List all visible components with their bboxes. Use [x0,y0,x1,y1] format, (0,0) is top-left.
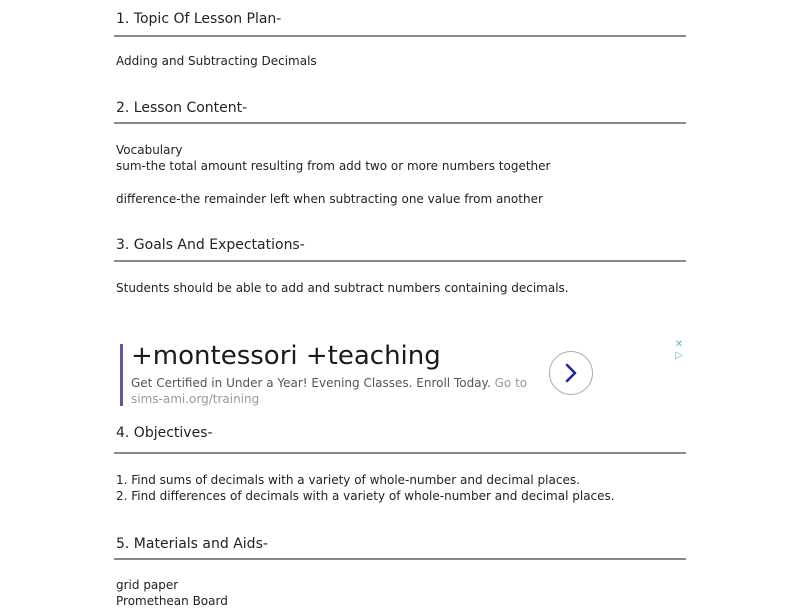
ad-description[interactable] [131,375,541,407]
ad-title-link[interactable]: +montessori +teaching [131,341,441,371]
material-item-grid-paper: grid paper [116,578,179,592]
vocabulary-label: Vocabulary [116,143,183,157]
heading-divider [114,260,686,262]
ad-open-button[interactable] [549,351,593,395]
chevron-right-icon [561,362,581,384]
section-heading-topic [114,11,686,27]
heading-text: 2. Lesson Content- [116,100,248,116]
heading-divider [114,122,686,124]
material-item-promethean-board: Promethean Board [116,594,228,608]
heading-text: 3. Goals And Expectations- [116,237,305,253]
heading-divider [114,452,686,454]
vocab-sum-definition: sum-the total amount resulting from add two or more numbers together [116,159,551,173]
heading-text: 5. Materials and Aids- [116,536,268,552]
heading-text: 1. Topic Of Lesson Plan- [116,11,282,27]
heading-divider [114,558,686,560]
topic-text: Adding and Subtracting Decimals [116,54,317,68]
goals-text: Students should be able to add and subtract numbers containing decimals. [116,281,569,295]
section-heading-materials [114,536,686,552]
section-heading-lesson-content [114,100,686,116]
ad-accent-bar [120,344,123,406]
close-icon[interactable]: ✕ [674,339,684,350]
section-heading-objectives [114,425,686,441]
adchoices-icon[interactable]: ▷ [675,350,683,361]
heading-divider [114,35,686,37]
objective-item-2: 2. Find differences of decimals with a variety of whole-number and decimal places. [116,489,615,503]
advertisement-banner[interactable] [120,340,690,406]
vocab-difference-definition: difference-the remainder left when subtracting one value from another [116,192,543,206]
ad-go-text: Go [494,376,512,390]
ad-description-text: Get Certified in Under a Year! Evening Classes. Enroll Today. [131,376,491,390]
ad-controls [673,339,685,361]
ad-url-link[interactable]: to sims-ami.org/training [131,376,528,406]
objective-item-1: 1. Find sums of decimals with a variety of whole-number and decimal places. [116,473,580,487]
section-heading-goals [114,237,686,253]
heading-text: 4. Objectives- [116,425,213,441]
